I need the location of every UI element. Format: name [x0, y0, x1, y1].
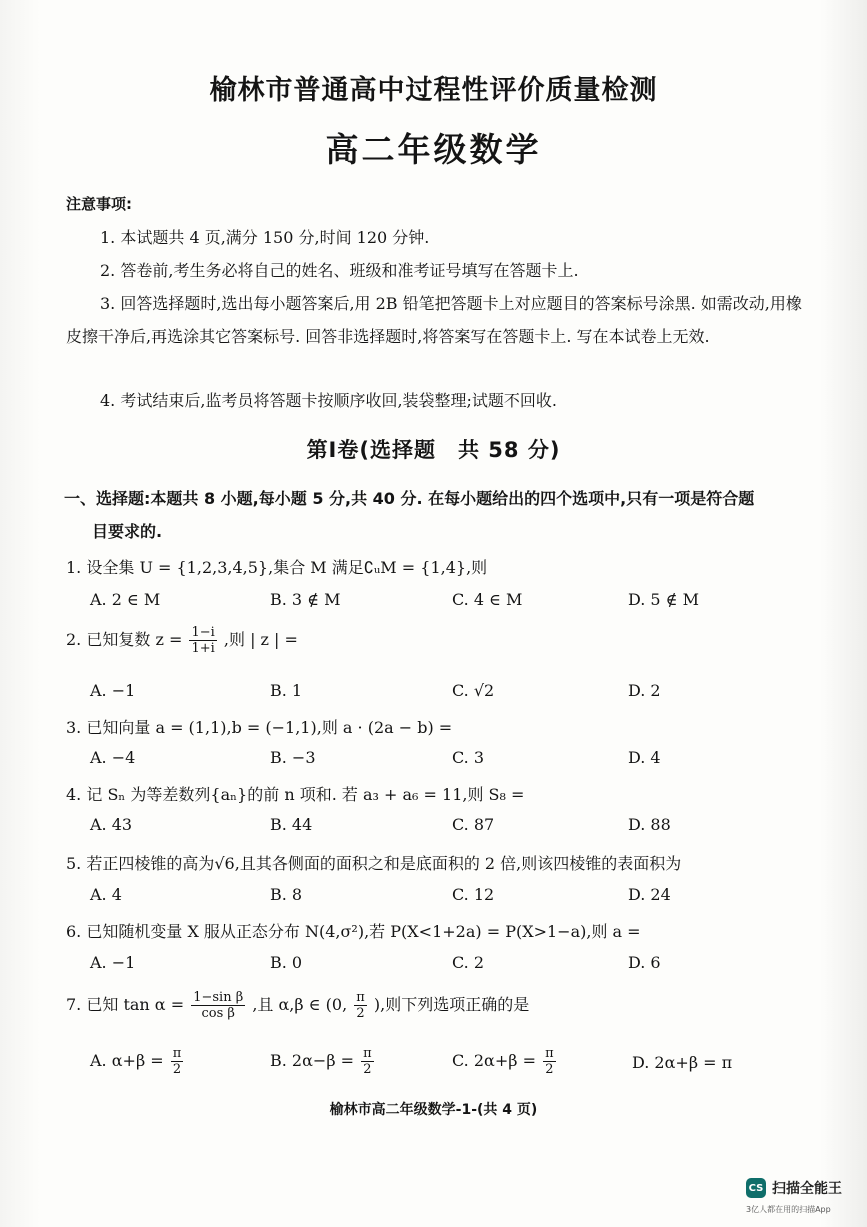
question-2-option-a: A. −1 [90, 681, 136, 700]
exam-title: 榆林市普通高中过程性评价质量检测 [209, 75, 658, 106]
question-7-option-b [270, 1046, 376, 1077]
scanner-watermark [746, 1178, 842, 1198]
question-1-option-b: B. 3 ∉ M [270, 590, 341, 609]
question-7-option-c [452, 1046, 558, 1077]
question-7-fraction [191, 990, 245, 1021]
question-3-option-c: C. 3 [452, 748, 485, 767]
question-3-option-d: D. 4 [628, 748, 661, 767]
question-7-option-d: D. 2α+β = π [632, 1053, 733, 1072]
question-7-option-b-num: π [363, 1046, 372, 1061]
question-4-option-a: A. 43 [90, 815, 133, 834]
question-7-option-c-text: C. 2α+β = [452, 1051, 536, 1070]
question-5-option-b: B. 8 [270, 885, 303, 904]
question-4-stem: 4. 记 Sₙ 为等差数列{aₙ}的前 n 项和. 若 a₃ + a₆ = 11,则 S₈ = [66, 785, 525, 804]
question-6-option-d: D. 6 [628, 953, 661, 972]
question-7-stem-a: 7. 已知 tan α = [66, 995, 185, 1014]
question-7-option-c-num: π [545, 1046, 554, 1061]
question-4-option-c: C. 87 [452, 815, 495, 834]
question-7-option-c-fraction [543, 1046, 556, 1077]
subject-title: 高二年级数学 [325, 130, 542, 169]
question-6-option-b: B. 0 [270, 953, 303, 972]
question-7-option-b-fraction [361, 1046, 374, 1077]
question-2-option-b: B. 1 [270, 681, 303, 700]
question-7-fraction-num: 1−sin β [193, 990, 244, 1005]
question-7-stem-c: ),则下列选项正确的是 [373, 995, 530, 1014]
notice-item-1: 1. 本试题共 4 页,满分 150 分,时间 120 分钟. [100, 228, 430, 247]
question-5-stem: 5. 若正四棱锥的高为√6,且其各侧面的面积之和是底面积的 2 倍,则该四棱锥的表面积为 [66, 854, 682, 873]
question-3-stem: 3. 已知向量 a = (1,1),b = (−1,1),则 a · (2a − b) = [66, 718, 453, 737]
question-7-option-a-num: π [172, 1046, 182, 1061]
question-7-option-b-text: B. 2α−β = [270, 1051, 355, 1070]
question-4-option-d: D. 88 [628, 815, 671, 834]
question-2-option-c: C. √2 [452, 681, 495, 700]
camscanner-icon: CS [746, 1178, 766, 1198]
question-2-fraction [189, 625, 216, 656]
section-title: 第Ⅰ卷(选择题 共 58 分) [306, 438, 561, 462]
question-2-fraction-den: 1+i [191, 641, 215, 656]
question-7-stem [66, 990, 529, 1021]
question-7-option-a-den: 2 [172, 1062, 182, 1077]
page-footer: 榆林市高二年级数学-1-(共 4 页) [329, 1102, 538, 1118]
question-3-option-b: B. −3 [270, 748, 316, 767]
part1-instructions [64, 482, 804, 548]
part1-line1: 一、选择题:本题共 8 小题,每小题 5 分,共 40 分. 在每小题给出的四个选项中,只有一项是符合题 [64, 489, 755, 508]
part1-line2: 目要求的. [92, 522, 163, 541]
scanner-brand-name: 扫描全能王 [772, 1181, 842, 1197]
question-7-option-a [90, 1046, 185, 1077]
scanner-tagline: 3亿人都在用的扫描App [746, 1205, 831, 1214]
question-1-option-c: C. 4 ∈ M [452, 590, 523, 609]
question-3-option-a: A. −4 [90, 748, 136, 767]
question-2-stem [66, 625, 298, 656]
question-2-fraction-num: 1−i [191, 625, 215, 640]
question-2-stem-b: ,则 | z | = [223, 630, 298, 649]
question-1-option-a: A. 2 ∈ M [90, 590, 161, 609]
question-1-stem: 1. 设全集 U = {1,2,3,4,5},集合 M 满足∁ᵤM = {1,4},则 [66, 558, 488, 577]
question-7-option-c-den: 2 [545, 1062, 554, 1077]
question-5-option-c: C. 12 [452, 885, 495, 904]
question-2-option-d: D. 2 [628, 681, 661, 700]
question-6-stem: 6. 已知随机变量 X 服从正态分布 N(4,σ²),若 P(X<1+2a) = P(X>1−a),则 a = [66, 922, 641, 941]
question-5-option-d: D. 24 [628, 885, 671, 904]
notice-heading: 注意事项: [66, 195, 132, 213]
question-7-option-a-text: A. α+β = [90, 1051, 164, 1070]
question-5-option-a: A. 4 [90, 885, 122, 904]
question-2-stem-a: 2. 已知复数 z = [66, 630, 183, 649]
question-6-option-a: A. −1 [90, 953, 136, 972]
question-7-option-b-den: 2 [363, 1062, 372, 1077]
question-6-option-c: C. 2 [452, 953, 485, 972]
question-7-fraction-2 [354, 990, 367, 1021]
question-1-option-d: D. 5 ∉ M [628, 590, 700, 609]
question-4-option-b: B. 44 [270, 815, 313, 834]
question-7-fraction-2-den: 2 [356, 1006, 365, 1021]
notice-item-2: 2. 答卷前,考生务必将自己的姓名、班级和准考证号填写在答题卡上. [100, 261, 579, 280]
question-7-fraction-2-num: π [356, 990, 365, 1005]
question-7-fraction-den: cos β [201, 1006, 235, 1021]
notice-item-4: 4. 考试结束后,监考员将答题卡按顺序收回,装袋整理;试题不回收. [100, 391, 558, 410]
question-7-stem-b: ,且 α,β ∈ (0, [252, 995, 348, 1014]
question-7-option-a-fraction [171, 1046, 184, 1077]
notice-item-3: 3. 回答选择题时,选出每小题答案后,用 2B 铅笔把答题卡上对应题目的答案标号涂黑. 如需改动,用橡皮擦干净后,再选涂其它答案标号. 回答非选择题时,将答案写在答题卡上. 写在本试卷上无效. [66, 294, 802, 346]
